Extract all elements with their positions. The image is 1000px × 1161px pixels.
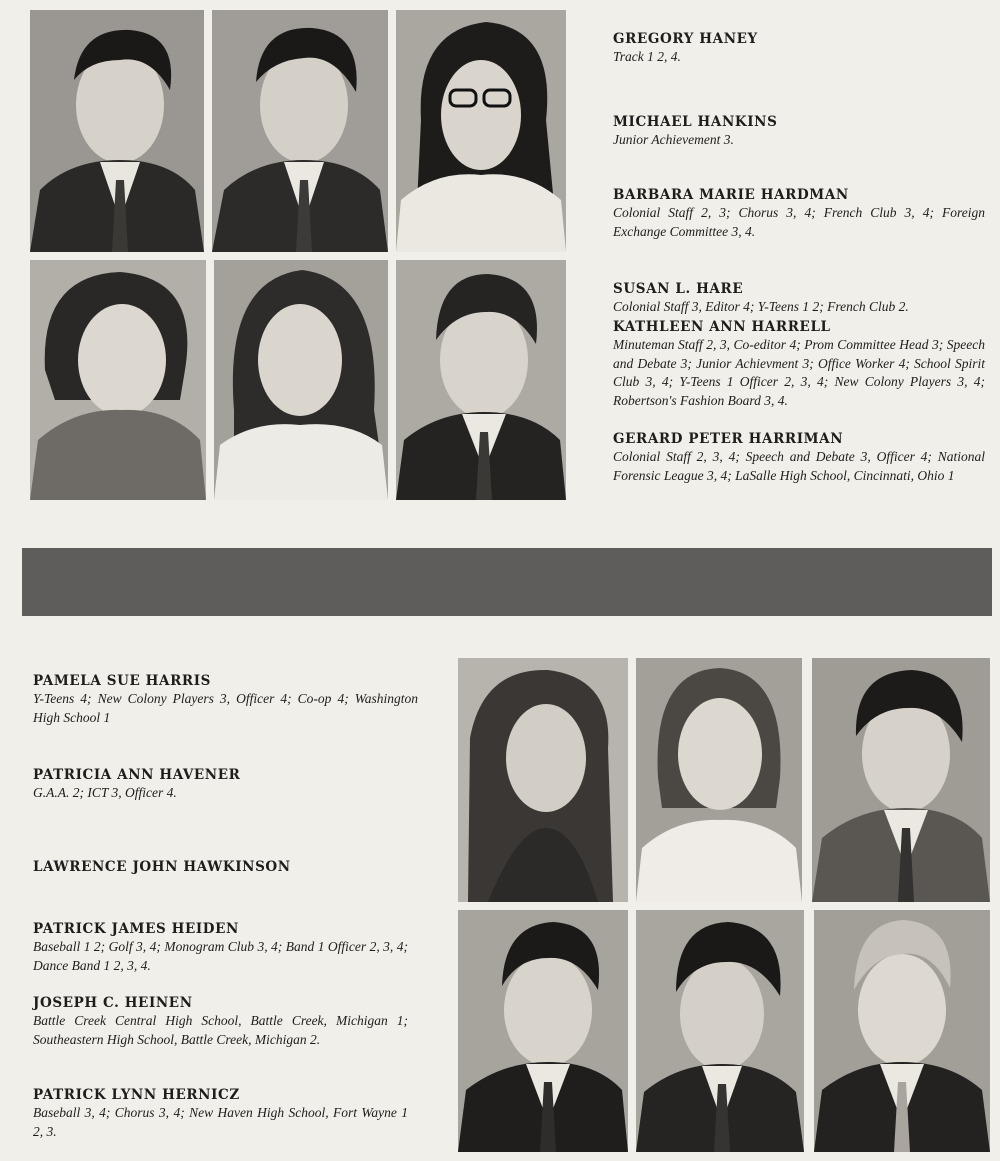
student-name: GREGORY HANEY bbox=[613, 31, 758, 47]
student-activities: Colonial Staff 2, 3, 4; Speech and Debate 3, Officer 4; National Forensic League 3, 4; LaSalle High School, Cincinnati, Ohio 1 bbox=[613, 449, 985, 483]
student-name: LAWRENCE JOHN HAWKINSON bbox=[33, 859, 291, 875]
student-name: PATRICK LYNN HERNICZ bbox=[33, 1087, 240, 1103]
student-name: PATRICK JAMES HEIDEN bbox=[33, 921, 239, 937]
portrait-photo-joseph-heinen bbox=[636, 910, 804, 1152]
student-name: KATHLEEN ANN HARRELL bbox=[613, 319, 831, 335]
student-activities: Y-Teens 4; New Colony Players 3, Officer 4; Co-op 4; Washington High School 1 bbox=[33, 691, 418, 725]
entry-lawrence-hawkinson bbox=[33, 858, 418, 876]
portrait-photo-gerard-harriman bbox=[396, 260, 566, 500]
portrait-photo-gregory-haney bbox=[30, 10, 204, 252]
entry-pamela-harris bbox=[33, 672, 418, 727]
student-name: PAMELA SUE HARRIS bbox=[33, 673, 211, 689]
portrait-photo-susan-hare bbox=[30, 260, 206, 500]
student-name: BARBARA MARIE HARDMAN bbox=[613, 187, 849, 203]
student-activities: Colonial Staff 2, 3; Chorus 3, 4; French Club 3, 4; Foreign Exchange Committee 3, 4. bbox=[613, 205, 985, 239]
student-name: PATRICIA ANN HAVENER bbox=[33, 767, 241, 783]
entry-barbara-hardman bbox=[613, 186, 985, 241]
portrait-photo-patrick-hernicz bbox=[814, 910, 990, 1152]
student-activities: Junior Achievement 3. bbox=[613, 132, 734, 147]
portrait-photo-patrick-heiden bbox=[458, 910, 628, 1152]
student-activities: Minuteman Staff 2, 3, Co-editor 4; Prom Committee Head 3; Speech and Debate 3; Junior Achievment 3; Office Worker 4; School Spirit Club 3, 4; Y-Teens 1 Officer 2, 3, 4; New Colony Players 3, 4; Robertson's Fashion Board 3, 4. bbox=[613, 337, 985, 408]
student-name: JOSEPH C. HEINEN bbox=[33, 995, 193, 1011]
entry-susan-hare bbox=[613, 280, 985, 317]
divider-band bbox=[22, 548, 992, 616]
student-activities: Baseball 3, 4; Chorus 3, 4; New Haven High School, Fort Wayne 1 2, 3. bbox=[33, 1105, 408, 1139]
student-activities: Track 1 2, 4. bbox=[613, 49, 681, 64]
entry-patrick-heiden bbox=[33, 920, 408, 975]
student-activities: G.A.A. 2; ICT 3, Officer 4. bbox=[33, 785, 177, 800]
portrait-photo-patricia-havener bbox=[636, 658, 802, 902]
student-name: SUSAN L. HARE bbox=[613, 281, 744, 297]
student-activities: Battle Creek Central High School, Battle Creek, Michigan 1; Southeastern High School, Battle Creek, Michigan 2. bbox=[33, 1013, 408, 1047]
portrait-photo-kathleen-harrell bbox=[214, 260, 388, 500]
entry-gerard-harriman bbox=[613, 430, 985, 485]
portrait-photo-lawrence-hawkinson bbox=[812, 658, 990, 902]
entry-patrick-hernicz bbox=[33, 1086, 408, 1141]
entry-michael-hankins bbox=[613, 113, 983, 150]
student-name: GERARD PETER HARRIMAN bbox=[613, 431, 844, 447]
entry-gregory-haney bbox=[613, 30, 983, 67]
student-name: MICHAEL HANKINS bbox=[613, 114, 778, 130]
student-activities: Colonial Staff 3, Editor 4; Y-Teens 1 2; French Club 2. bbox=[613, 299, 909, 314]
portrait-photo-barbara-hardman bbox=[396, 10, 566, 252]
portrait-photo-pamela-harris bbox=[458, 658, 628, 902]
entry-kathleen-harrell bbox=[613, 318, 985, 410]
entry-patricia-havener bbox=[33, 766, 418, 803]
portrait-photo-michael-hankins bbox=[212, 10, 388, 252]
student-activities: Baseball 1 2; Golf 3, 4; Monogram Club 3, 4; Band 1 Officer 2, 3, 4; Dance Band 1 2, 3, 4. bbox=[33, 939, 408, 973]
entry-joseph-heinen bbox=[33, 994, 408, 1049]
